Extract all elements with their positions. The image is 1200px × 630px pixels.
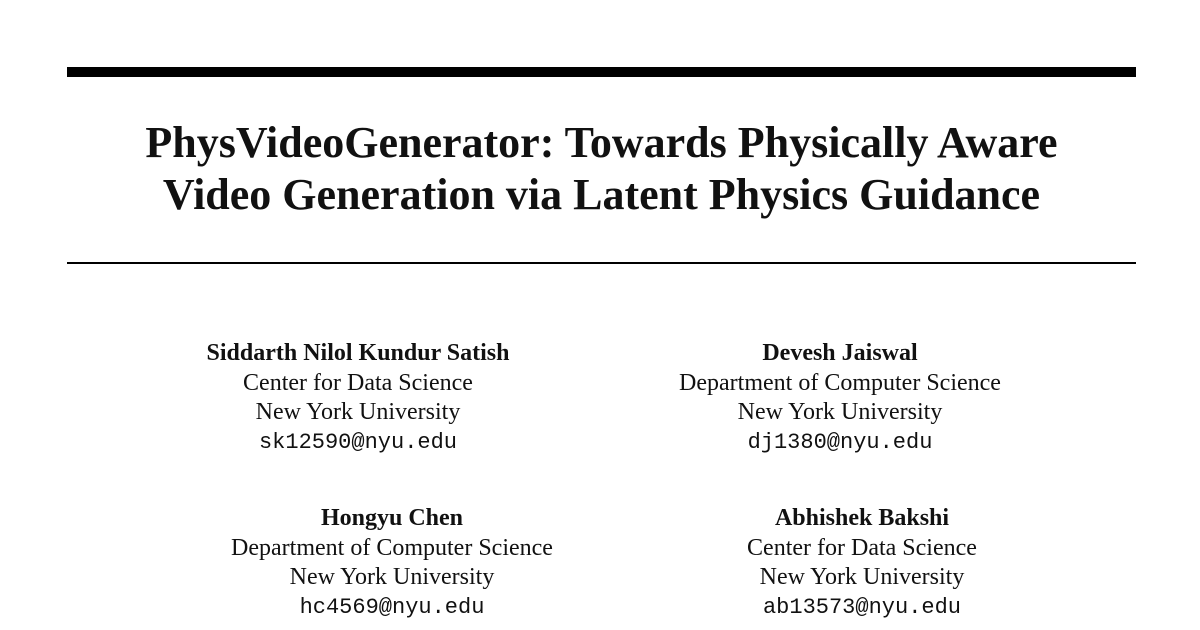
author-block — [182, 504, 602, 622]
author-name: Siddarth Nilol Kundur Satish — [206, 340, 510, 366]
author-department: Department of Computer Science — [679, 369, 1001, 396]
author-institution: New York University — [737, 399, 943, 425]
author-institution: New York University — [255, 399, 461, 425]
author-block — [652, 504, 1072, 622]
author-department: Center for Data Science — [243, 369, 473, 396]
author-email: dj1380@nyu.edu — [747, 429, 933, 455]
author-institution: New York University — [759, 564, 965, 590]
title-top-rule — [67, 67, 1136, 77]
author-email: ab13573@nyu.edu — [762, 594, 962, 620]
author-block — [148, 339, 568, 457]
paper-title — [67, 117, 1136, 221]
title-bottom-rule — [67, 262, 1136, 264]
title-line-2: Video Generation via Latent Physics Guidance — [162, 170, 1041, 219]
author-block — [630, 339, 1050, 457]
author-email: hc4569@nyu.edu — [299, 594, 485, 620]
author-name: Abhishek Bakshi — [774, 505, 950, 531]
author-institution: New York University — [289, 564, 495, 590]
title-line-1: PhysVideoGenerator: Towards Physically Aware — [145, 118, 1058, 167]
author-department: Center for Data Science — [747, 534, 977, 561]
author-name: Hongyu Chen — [320, 505, 464, 531]
author-name: Devesh Jaiswal — [762, 340, 918, 366]
author-department: Department of Computer Science — [231, 534, 553, 561]
author-email: sk12590@nyu.edu — [258, 429, 458, 455]
